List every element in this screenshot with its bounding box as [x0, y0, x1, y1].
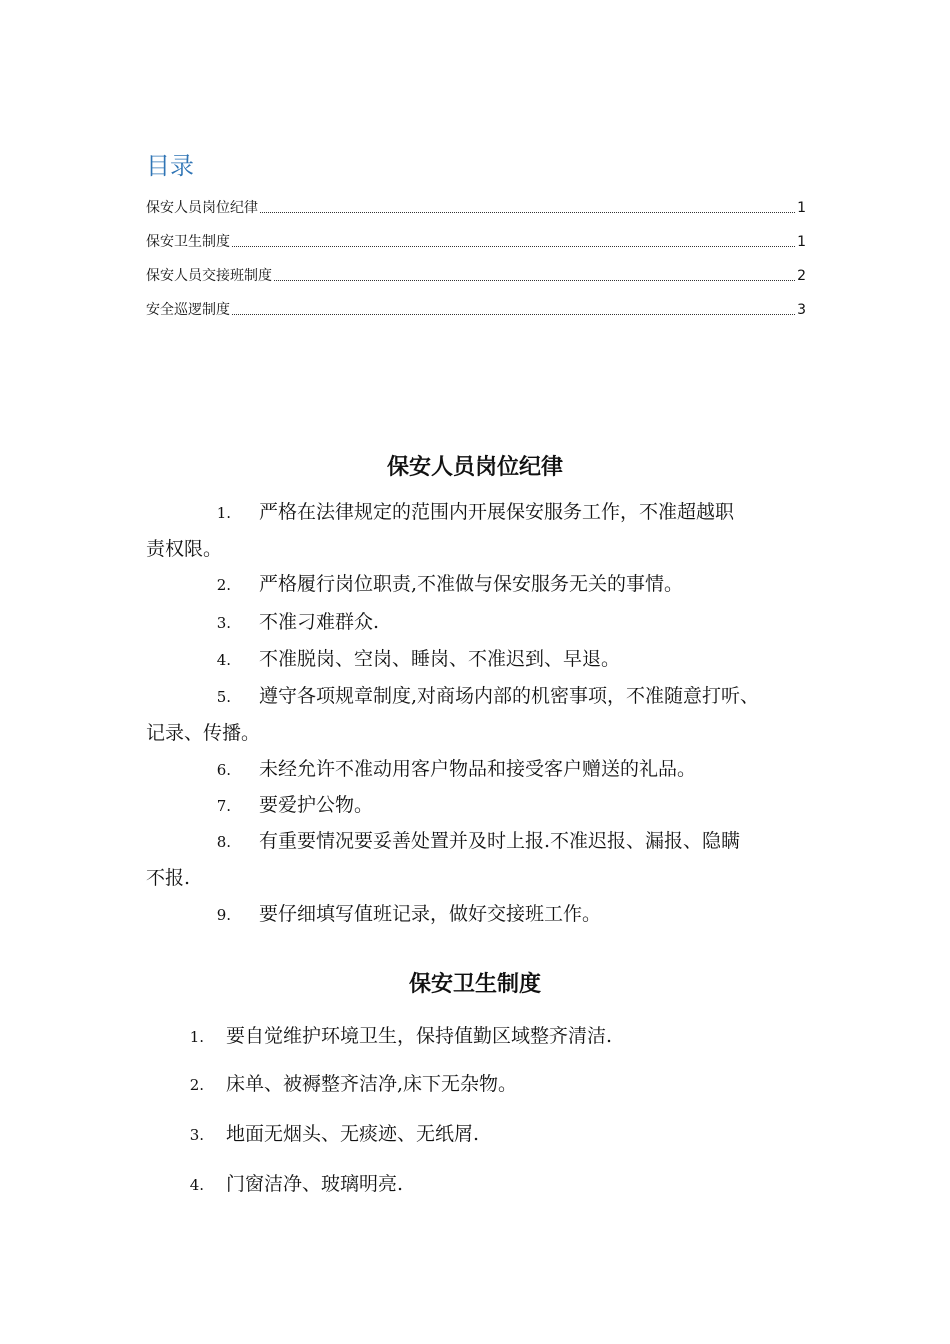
toc-entry-page: 3 [797, 302, 806, 318]
toc-title: 目录 [146, 152, 194, 180]
item-text-continued: 记录、传播。 [146, 722, 261, 744]
section-heading: 保安卫生制度 [408, 972, 541, 997]
item-text: 未经允许不准动用客户物品和接受客户赠送的礼品。 [259, 758, 697, 780]
list-item [146, 641, 826, 678]
item-number: 8. [216, 833, 231, 851]
list-item [146, 494, 826, 567]
item-text-continued: 责权限。 [146, 538, 223, 560]
toc-entry-page: 1 [797, 200, 806, 216]
item-number: 3. [189, 1126, 204, 1144]
toc-entry-label: 保安人员岗位纪律 [146, 200, 258, 216]
item-text: 不准脱岗、空岗、睡岗、不准迟到、早退。 [259, 648, 621, 670]
item-text: 要爱护公物。 [259, 794, 374, 816]
item-text-continued: 不报. [146, 867, 191, 889]
item-text: 门窗洁净、玻璃明亮. [226, 1173, 404, 1195]
toc-leader [232, 232, 795, 247]
list-item [146, 1066, 826, 1103]
item-number: 4. [189, 1176, 204, 1194]
toc-entry[interactable] [146, 300, 806, 320]
item-text: 严格履行岗位职责,不准做与保安服务无关的事情。 [259, 573, 684, 595]
toc-leader [274, 266, 795, 281]
item-number: 1. [216, 504, 231, 522]
toc-entry[interactable] [146, 266, 806, 286]
toc-entry[interactable] [146, 198, 806, 218]
item-number: 9. [216, 906, 231, 924]
toc-entry-page: 1 [797, 234, 806, 250]
list-item [146, 823, 826, 896]
item-text: 不准刁难群众. [259, 611, 380, 633]
list-item [146, 566, 826, 603]
item-text: 床单、被褥整齐洁净,床下无杂物。 [226, 1073, 518, 1095]
item-text: 有重要情况要妥善处置并及时上报.不准迟报、漏报、隐瞒 [259, 830, 741, 852]
toc-leader [260, 198, 795, 213]
item-number: 7. [216, 797, 231, 815]
toc-entry-label: 保安卫生制度 [146, 234, 230, 250]
item-number: 1. [189, 1028, 204, 1046]
item-number: 3. [216, 614, 231, 632]
list-item [146, 1018, 826, 1055]
list-item [146, 787, 826, 824]
list-item [146, 678, 826, 751]
item-number: 2. [216, 576, 231, 594]
toc-entry-label: 安全巡逻制度 [146, 302, 230, 318]
item-number: 5. [216, 688, 231, 706]
toc-entry-page: 2 [797, 268, 806, 284]
toc-entry-label: 保安人员交接班制度 [146, 268, 272, 284]
item-text: 要仔细填写值班记录，做好交接班工作。 [259, 903, 602, 925]
item-text: 要自觉维护环境卫生，保持值勤区域整齐清洁. [226, 1025, 613, 1047]
list-item [146, 1166, 826, 1203]
section-heading: 保安人员岗位纪律 [386, 455, 563, 480]
item-text: 遵守各项规章制度,对商场内部的机密事项，不准随意打听、 [259, 685, 760, 707]
toc-leader [232, 300, 795, 315]
item-text: 严格在法律规定的范围内开展保安服务工作，不准超越职 [259, 501, 735, 523]
list-item [146, 604, 826, 641]
item-number: 6. [216, 761, 231, 779]
item-text: 地面无烟头、无痰迹、无纸屑. [226, 1123, 480, 1145]
list-item [146, 751, 826, 788]
list-item [146, 896, 826, 933]
toc-entry[interactable] [146, 232, 806, 252]
item-number: 2. [189, 1076, 204, 1094]
item-number: 4. [216, 651, 231, 669]
list-item [146, 1116, 826, 1153]
